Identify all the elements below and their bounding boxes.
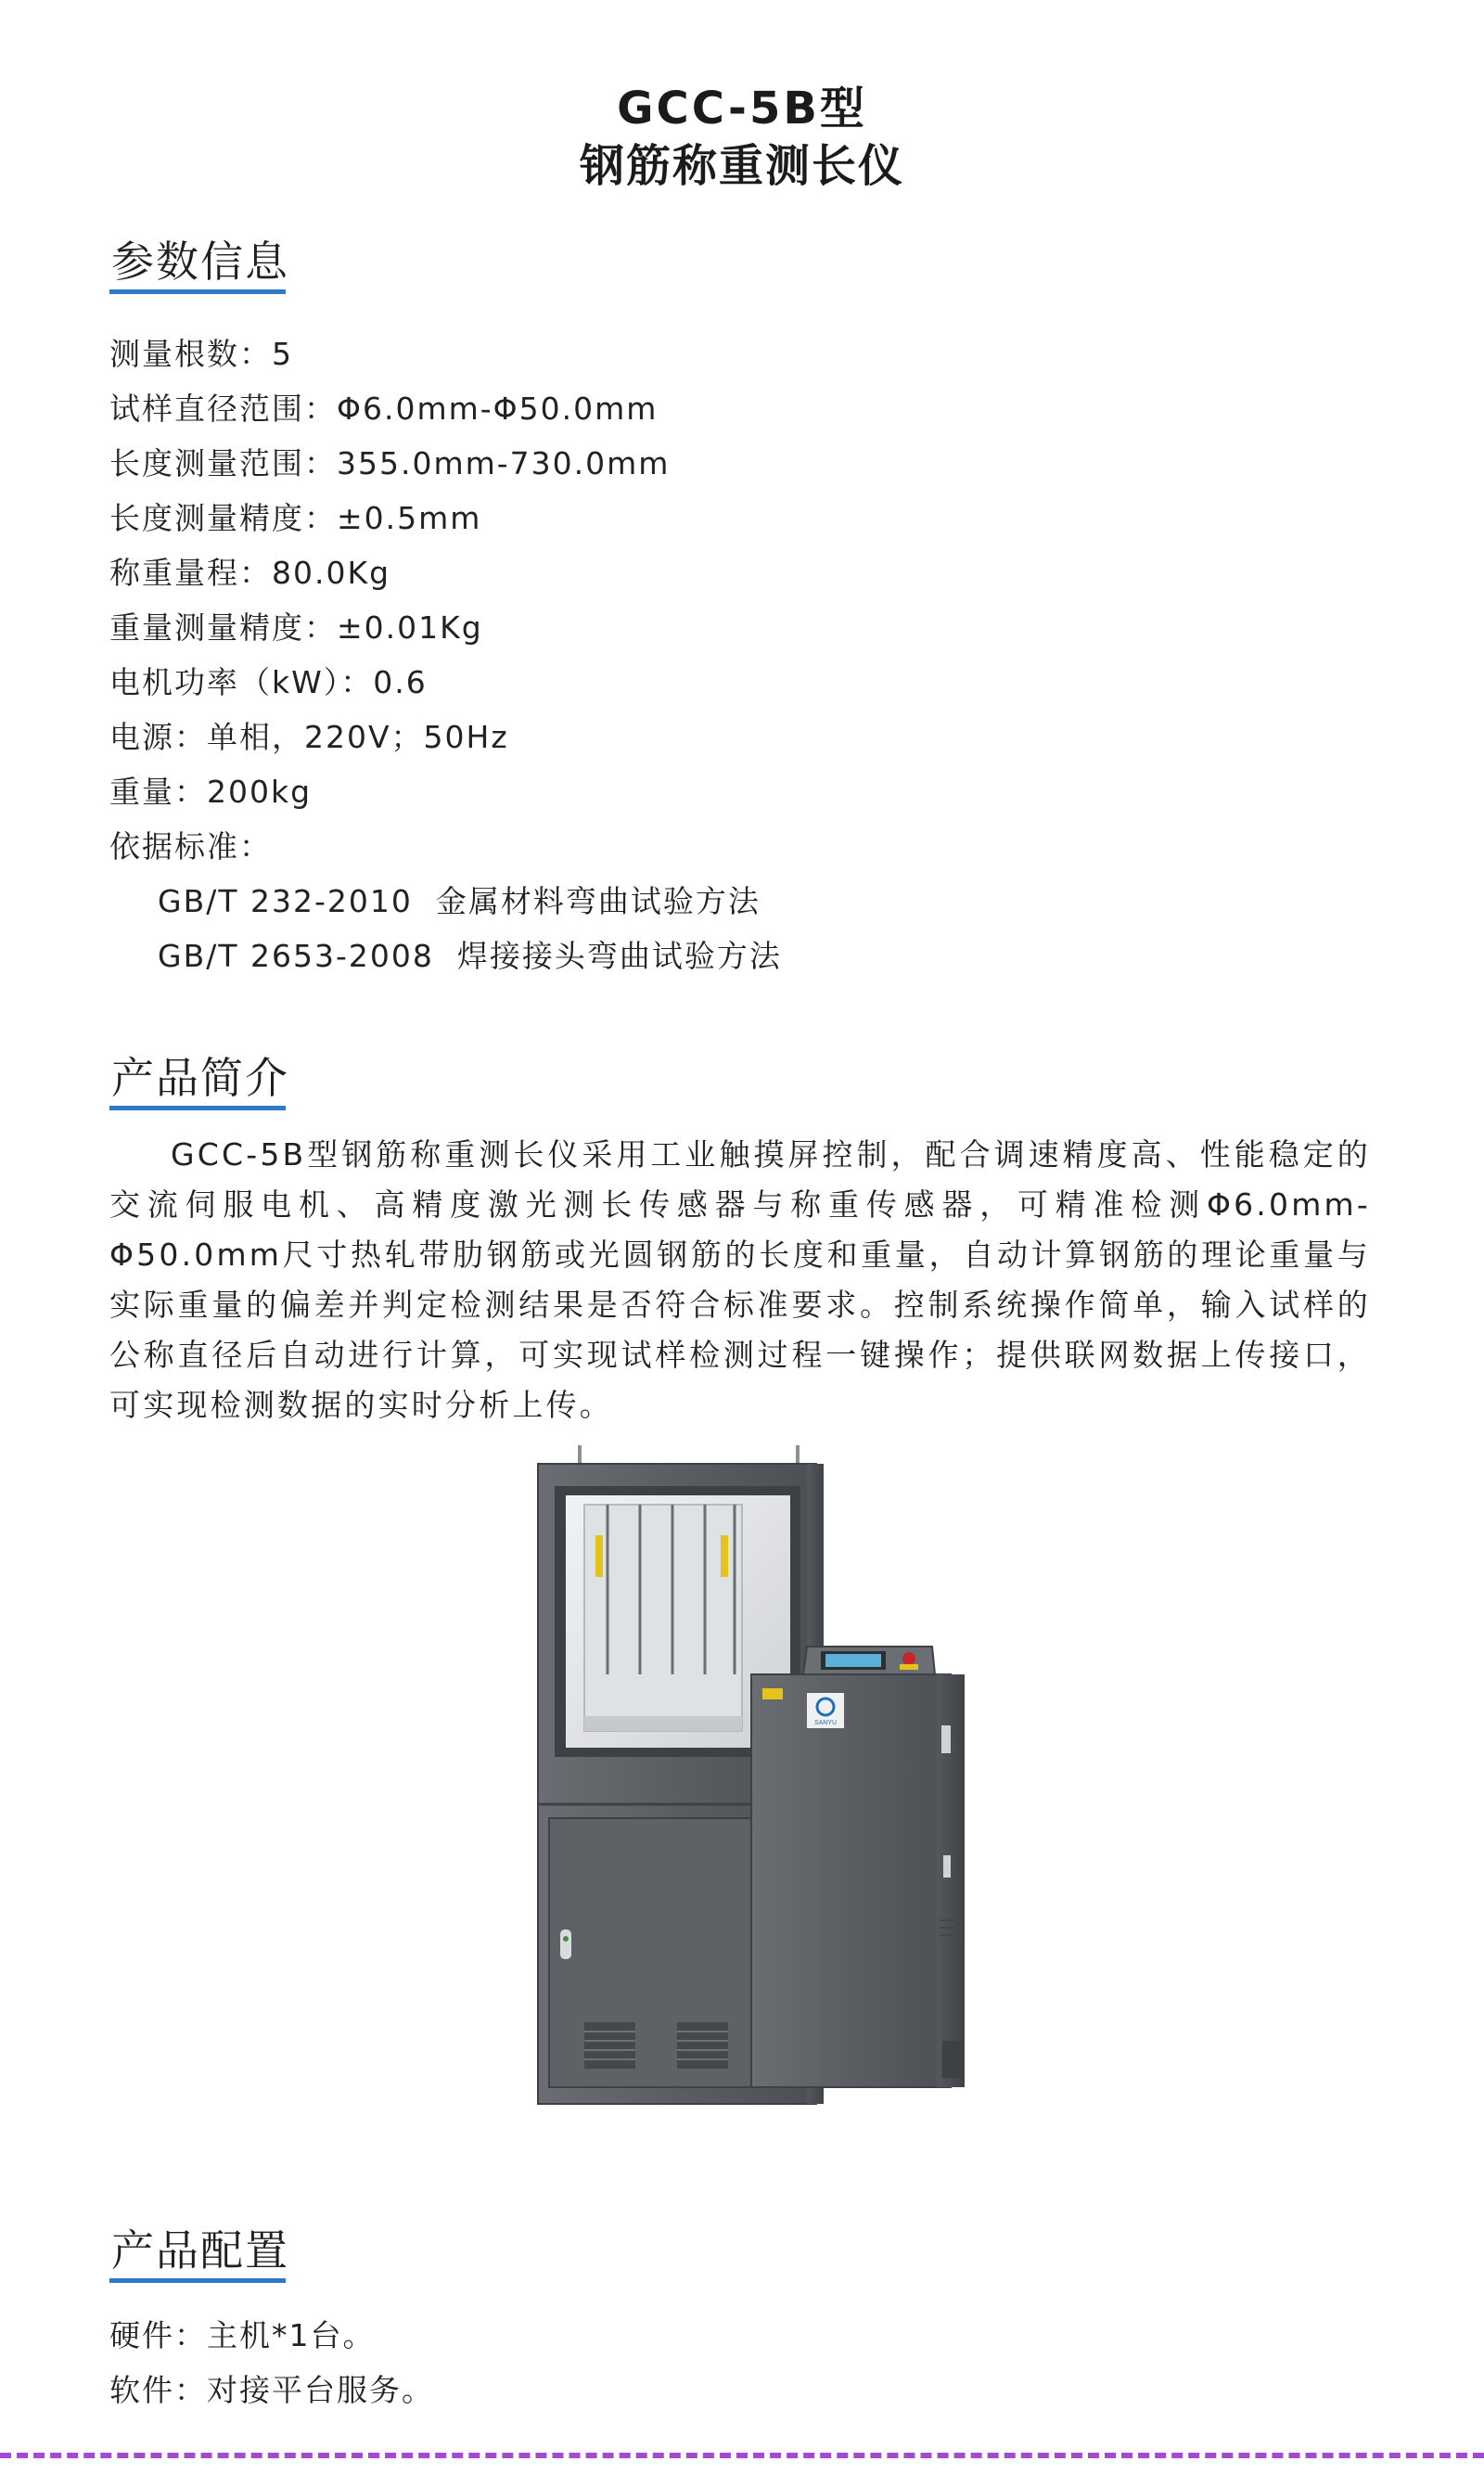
configuration-heading-underline bbox=[109, 2278, 286, 2283]
config-software: 软件：对接平台服务。 bbox=[109, 2372, 434, 2408]
product-name-title: 钢筋称重测长仪 bbox=[579, 140, 904, 192]
introduction-text: GCC-5B型钢筋称重测长仪采用工业触摸屏控制，配合调速精度高、性能稳定的交流伺服电机、高精度激光测长传感器与称重传感器，可精准检测Φ6.0mm-Φ50.0mm尺寸热轧带肋钢筋或光圆钢筋的长度和重量，自动计算钢筋的理论重量与实际重量的偏差并判定检测结果是否符合标准要求。控制系统操作简单，输入试样的公称直径后自动进行计算，可实现试样检测过程一键操作；提供联网数据上传接口，可实现检测数据的实时分析上传。 bbox=[109, 1136, 1371, 1423]
machine-logo-text: SANYU bbox=[813, 1720, 838, 1726]
param-count: 测量根数：5 bbox=[109, 336, 293, 372]
param-diameter-range: 试样直径范围：Φ6.0mm-Φ50.0mm bbox=[109, 391, 659, 427]
param-motor-power: 电机功率（kW）：0.6 bbox=[109, 664, 428, 700]
config-hardware: 硬件：主机*1台。 bbox=[109, 2317, 376, 2353]
dashed-divider bbox=[0, 2453, 1484, 2458]
standard-item: GB/T 2653-2008 焊接接头弯曲试验方法 bbox=[158, 938, 782, 974]
param-length-range: 长度测量范围：355.0mm-730.0mm bbox=[109, 445, 671, 481]
parameters-heading-underline bbox=[109, 289, 286, 294]
param-weight: 重量：200kg bbox=[109, 774, 313, 810]
configuration-heading: 产品配置 bbox=[111, 2225, 289, 2275]
param-length-accuracy: 长度测量精度：±0.5mm bbox=[109, 500, 482, 536]
parameters-heading: 参数信息 bbox=[111, 237, 289, 287]
standard-item: GB/T 232-2010 金属材料弯曲试验方法 bbox=[158, 883, 761, 919]
introduction-heading-underline bbox=[109, 1106, 286, 1110]
product-machine-image bbox=[529, 1438, 974, 2143]
introduction-heading: 产品简介 bbox=[111, 1053, 289, 1103]
param-weigh-range: 称重量程：80.0Kg bbox=[109, 555, 391, 591]
param-power-supply: 电源：单相，220V；50Hz bbox=[109, 719, 509, 755]
param-weight-accuracy: 重量测量精度：±0.01Kg bbox=[109, 609, 483, 646]
model-title: GCC-5B型 bbox=[617, 83, 867, 135]
param-standards-label: 依据标准： bbox=[109, 828, 272, 865]
